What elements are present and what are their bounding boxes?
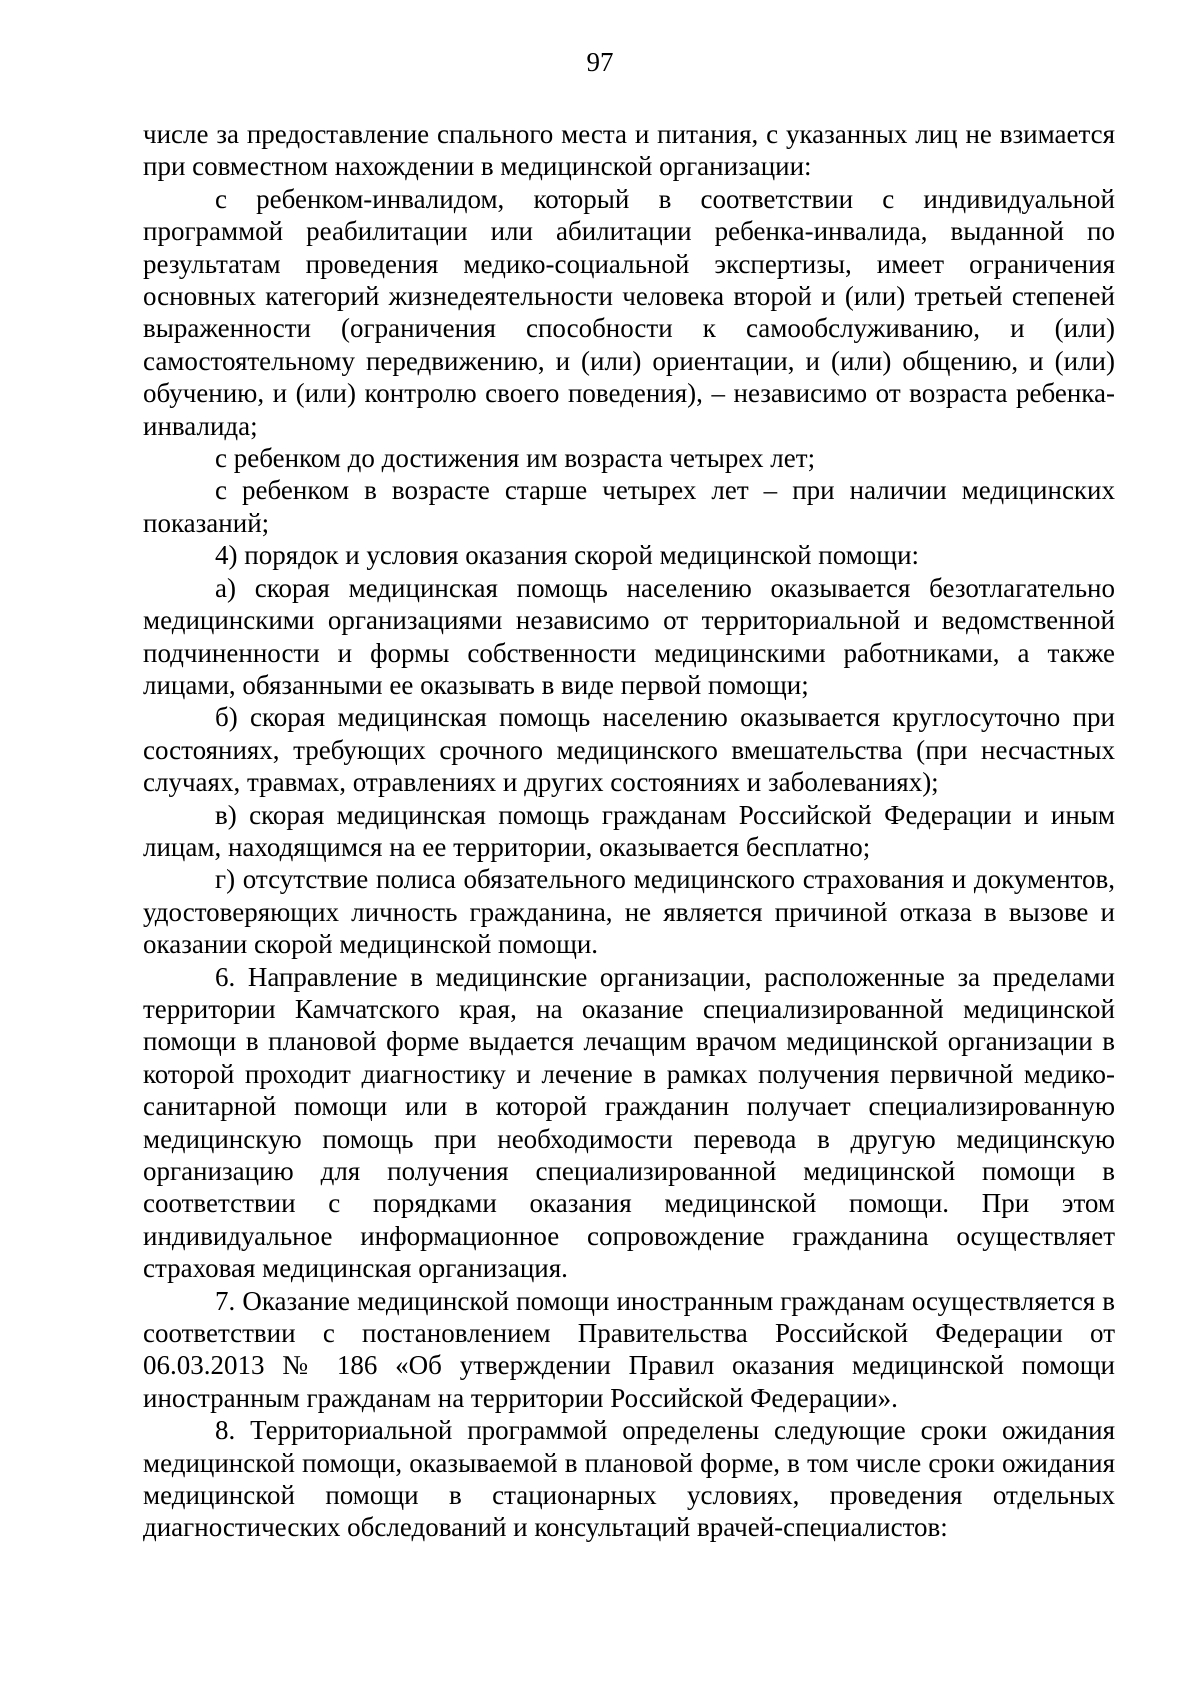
paragraph-section-8: 8. Территориальной программой определены следующие сроки ожидания медицинской помощи, оказываемой в плановой форме, в том числе сроки ожидания медицинской помощи в стационарных условиях, проведения отдельных диагностических обследований и консультаций врачей-специалистов: xyxy=(143,1415,1115,1543)
paragraph-item-g: г) отсутствие полиса обязательного медицинского страхования и документов, удостоверяющих личность гражданина, не является причиной отказа в вызове и оказании скорой медицинской помощи. xyxy=(143,864,1115,960)
paragraph-section-7: 7. Оказание медицинской помощи иностранным гражданам осуществляется в соответствии с постановлением Правительства Российской Федерации от 06.03.2013 № 186 «Об утверждении Правил оказания медицинской помощи иностранным гражданам на территории Российской Федерации». xyxy=(143,1285,1115,1413)
paragraph-child-under-four: с ребенком до достижения им возраста четырех лет; xyxy=(215,443,816,474)
paragraph-item-b: б) скорая медицинская помощь населению оказывается круглосуточно при состояниях, требующих срочного медицинского вмешательства (при несчастных случаях, травмах, отравлениях и других состояниях и заболеваниях); xyxy=(143,702,1115,798)
page-number: 97 xyxy=(586,47,614,77)
paragraph-item-4-heading: 4) порядок и условия оказания скорой медицинской помощи: xyxy=(215,540,920,571)
document-body xyxy=(143,118,1115,1544)
paragraph-section-6: 6. Направление в медицинские организации, расположенные за пределами территории Камчатского края, на оказание специализированной медицинской помощи в плановой форме выдается лечащим врачом медицинской организации в которой проходит диагностику и лечение в рамках получения первичной медико-санитарной помощи или в которой гражданин получает специализированную медицинскую помощь при необходимости перевода в другую медицинскую организацию для получения специализированной медицинской помощи в соответствии с порядками оказания медицинской помощи. При этом индивидуальное информационное сопровождение гражданина осуществляет страховая медицинская организация. xyxy=(143,961,1115,1284)
paragraph-item-a: а) скорая медицинская помощь населению оказывается безотлагательно медицинскими организациями независимо от территориальной и ведомственной подчиненности и формы собственности медицинскими работниками, а также лицами, обязанными ее оказывать в виде первой помощи; xyxy=(143,572,1115,700)
paragraph-child-over-four: с ребенком в возрасте старше четырех лет – при наличии медицинских показаний; xyxy=(143,475,1115,538)
paragraph-item-v: в) скорая медицинская помощь гражданам Российской Федерации и иным лицам, находящимся на ее территории, оказывается бесплатно; xyxy=(143,799,1115,862)
paragraph-disabled-child: с ребенком-инвалидом, который в соответствии с индивидуальной программой реабилитации или абилитации ребенка-инвалида, выданной по результатам проведения медико-социальной экспертизы, имеет ограничения основных категорий жизнедеятельности человека второй и (или) третьей степеней выраженности (ограничения способности к самообслуживанию, и (или) самостоятельному передвижению, и (или) ориентации, и (или) общению, и (или) обучению, и (или) контролю своего поведения), – независимо от возраста ребенка-инвалида; xyxy=(143,183,1115,441)
paragraph-continuation: числе за предоставление спального места и питания, с указанных лиц не взимается при совместном нахождении в медицинской организации: xyxy=(143,119,1115,182)
